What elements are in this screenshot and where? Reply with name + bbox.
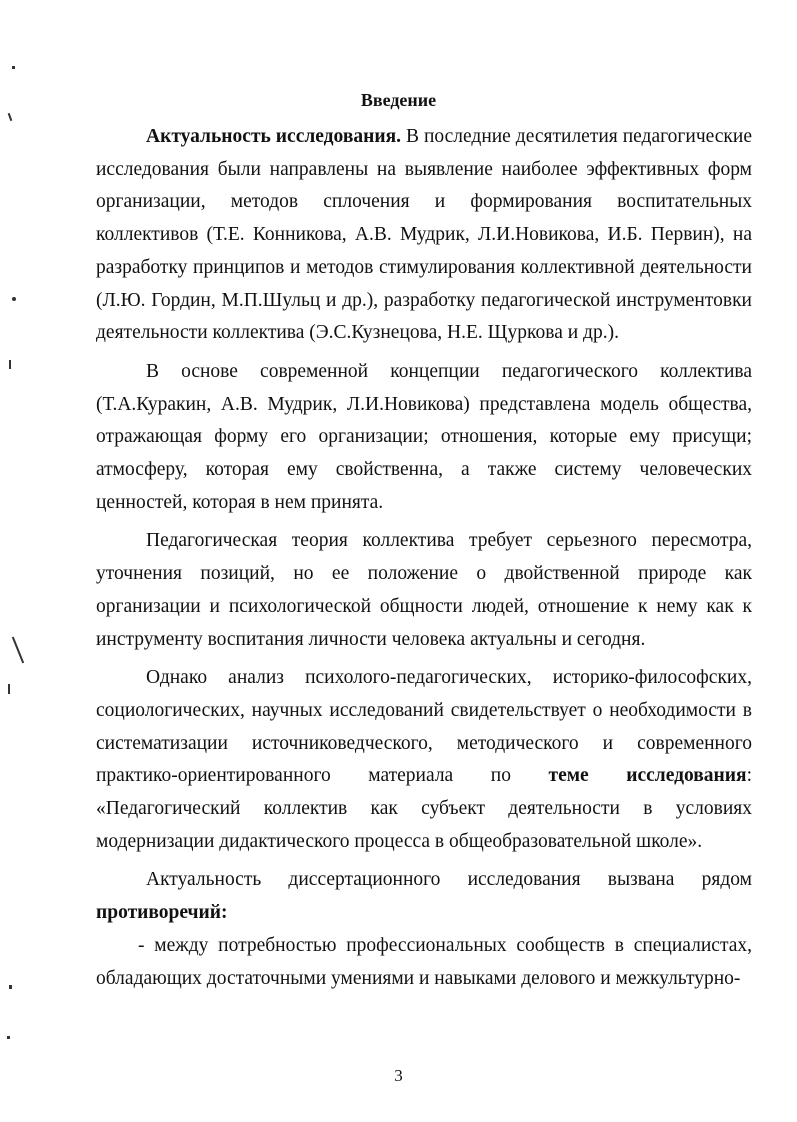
paragraph-text: - между потребностью профессиональных сообществ в специалистах, обладающих достаточными умениями и навыками делового и межкультурно-	[96, 934, 752, 989]
page-number: 3	[394, 1066, 403, 1085]
paragraph-relevance	[96, 121, 752, 350]
paragraph-text: В основе современной концепции педагогического коллектива (Т.А.Куракин, А.В. Мудрик, Л.И.Новикова) представлена модель общества, отражающая форму его организации; отношения, которые ему присущи; атмосферу, которая ему свойственна, а также систему человеческих ценностей, которая в нем принята.	[96, 360, 752, 513]
scan-artifact	[9, 360, 11, 369]
scan-artifact	[9, 985, 12, 989]
scan-artifact	[12, 66, 15, 69]
paragraph-theory	[96, 525, 752, 656]
paragraph-analysis	[96, 662, 752, 858]
scan-artifact	[8, 113, 13, 121]
paragraph-text: : «Педагогический коллектив как субъект деятельности в условиях модернизации дидактического процесса в общеобразовательной школе».	[96, 765, 752, 852]
paragraph-text: Однако анализ психолого-педагогических, историко-философских, социологических, научных исследований свидетельствует о необходимости в систематизации источниковедческого, методического и современного практико-ориентированного материала по	[96, 667, 752, 787]
paragraph-contradictions	[96, 864, 752, 929]
paragraph-text: Актуальность диссертационного исследования вызвана рядом	[146, 869, 752, 891]
scan-artifact	[12, 297, 16, 301]
bold-contradictions: противоречий:	[96, 902, 228, 924]
paragraph-text: В последние десятилетия педагогические исследования были направлены на выявление наиболее эффективных форм организации, методов сплочения и формирования воспитательных коллективов (Т.Е. Конникова, А.В. Мудрик, Л.И.Новикова, И.Б. Первин), на разработку принципов и методов стимулирования коллективной деятельности (Л.Ю. Гордин, М.П.Шульц и др.), разработку педагогической инструментовки деятельности коллектива (Э.С.Кузнецова, Н.Е. Щуркова и др.).	[96, 126, 753, 344]
bold-topic: теме исследования	[548, 765, 747, 787]
scan-artifact	[8, 684, 10, 694]
paragraph-text: Педагогическая теория коллектива требует серьезного пересмотра, уточнения позиций, но ее положение о двойственной природе как организации и психологической общности людей, отношение к нему как к инструменту воспитания личности человека актуальны и сегодня.	[96, 530, 752, 650]
body-text	[96, 121, 752, 995]
bold-lead: Актуальность исследования.	[146, 126, 401, 147]
section-heading: Введение	[360, 90, 437, 110]
paragraph-contradiction-item	[96, 930, 752, 995]
scan-artifact	[7, 1036, 10, 1039]
paragraph-concept	[96, 356, 752, 520]
scan-artifact	[12, 637, 24, 664]
